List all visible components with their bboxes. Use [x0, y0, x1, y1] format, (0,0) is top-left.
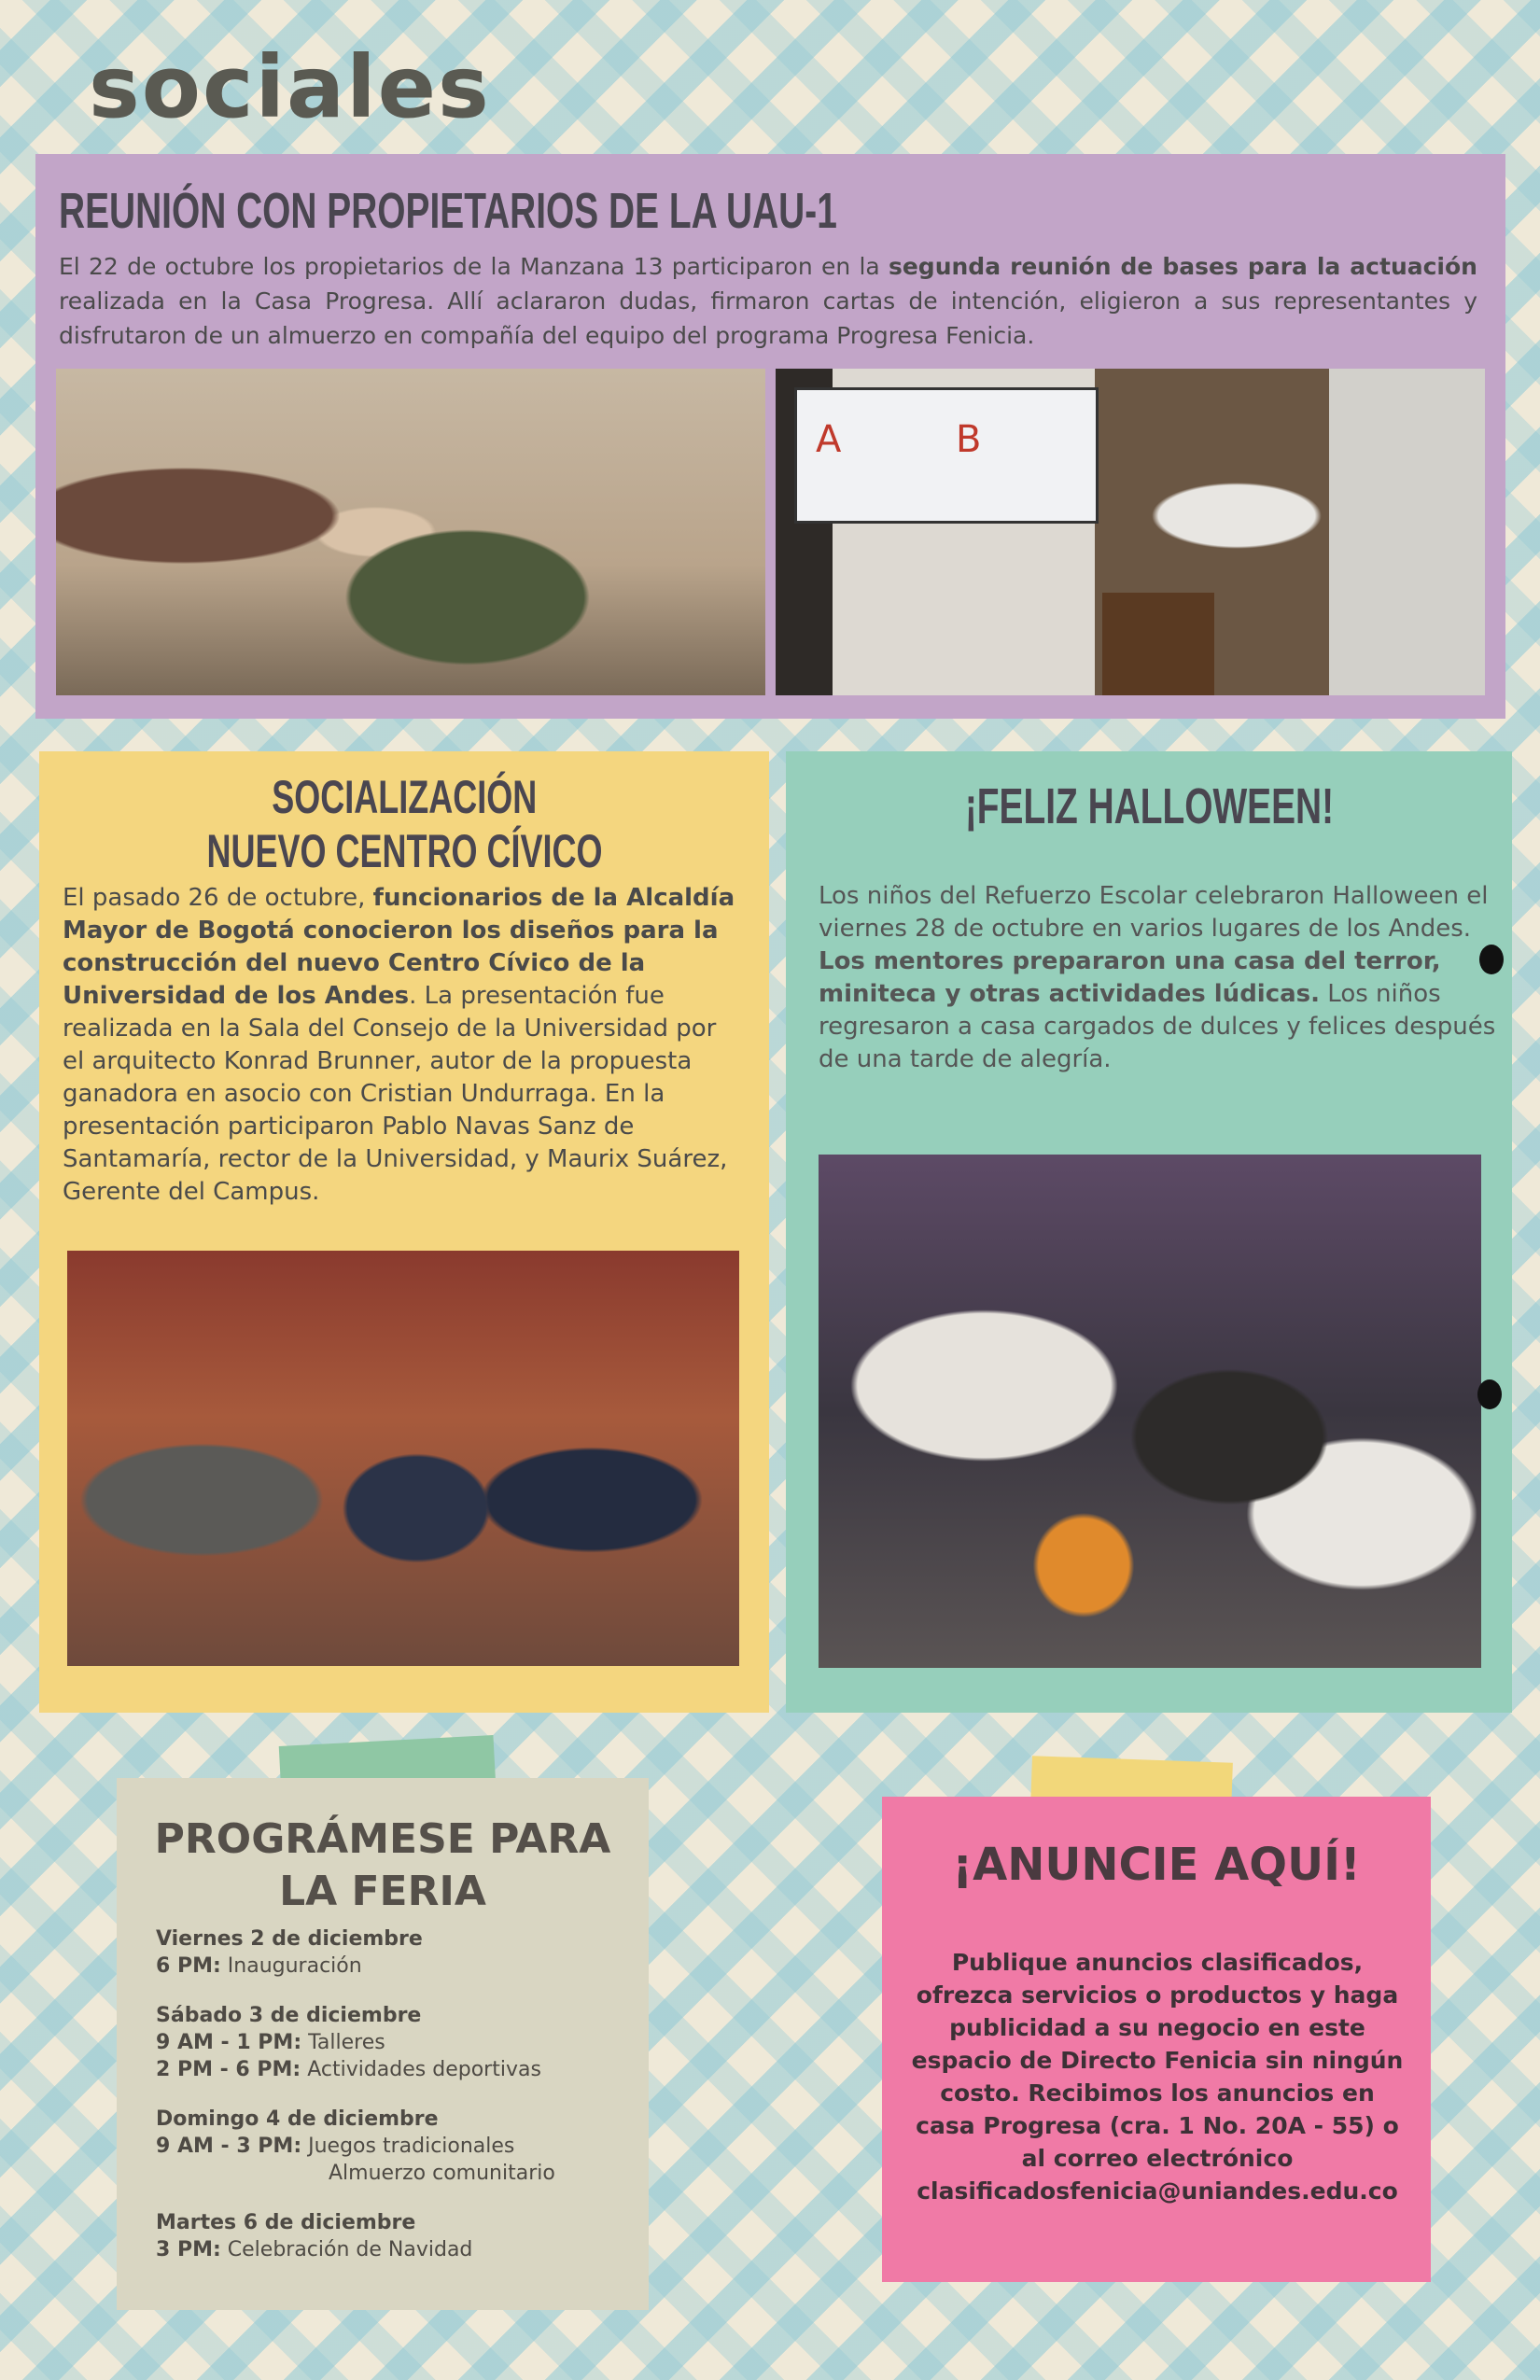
schedule-day-title: Viernes 2 de diciembre: [156, 1927, 423, 1951]
halloween-section: [786, 751, 1512, 1713]
socializacion-text-b: . La presentación fue realizada en la Sala del Consejo de la Universidad por el arquitecto Konrad Brunner, autor de la propuesta ganadora en asocio con Cristian Undurraga. En la presentación participaron Pablo Navas Sanz de Santamaría, rector de la Universidad, y Maurix Suárez, Gerente del Campus.: [63, 982, 728, 1206]
schedule-event: [156, 2029, 641, 2056]
schedule-day: [156, 2209, 641, 2263]
projection-screen: [794, 387, 1099, 524]
event-time: 6 PM:: [156, 1954, 221, 1978]
socializacion-section: [39, 751, 769, 1713]
socializacion-group-photo: [67, 1251, 739, 1666]
schedule-event: [156, 2236, 641, 2263]
screen-label-b: B: [956, 418, 982, 461]
event-time: 9 AM - 1 PM:: [156, 2031, 302, 2054]
screen-label-a: A: [816, 418, 842, 461]
socializacion-title-line2: NUEVO CENTRO CÍVICO: [205, 825, 603, 877]
event-time: 3 PM:: [156, 2238, 221, 2261]
schedule-day-title: Domingo 4 de diciembre: [156, 2107, 439, 2131]
schedule-event-extra: Almuerzo comunitario: [329, 2162, 555, 2185]
schedule-event: [156, 2056, 641, 2083]
socializacion-text-a: El pasado 26 de octubre,: [63, 884, 373, 912]
socializacion-text-bold: funcionarios de la Alcaldía Mayor de Bogotá conocieron los diseños para la construcción del nuevo Centro Cívico de la Universidad de los Andes: [63, 884, 735, 1010]
halloween-title: [786, 777, 1512, 835]
reunion-text: [59, 249, 1477, 353]
halloween-text-bold: Los mentores prepararon una casa del terror, miniteca y otras actividades lúdicas.: [819, 947, 1441, 1008]
page-title: sociales: [89, 37, 491, 137]
socializacion-title-line1: SOCIALIZACIÓN: [272, 771, 537, 823]
halloween-text-a: Los niños del Refuerzo Escolar celebraron Halloween el viernes 28 de octubre en varios lugares de los Andes.: [819, 882, 1489, 943]
anuncie-text: Publique anuncios clasificados, ofrezca servicios o productos y haga publicidad a su negocio en este espacio de Directo Fenicia sin ningún costo. Recibimos los anuncios en casa Progresa (cra. 1 No. 20A - 55) o al correo electrónico clasificadosfenicia@uniandes.edu.co: [911, 1949, 1404, 2205]
reunion-text-a: El 22 de octubre los propietarios de la Manzana 13 participaron en la: [59, 253, 889, 280]
feria-section: [117, 1778, 649, 2310]
schedule-day: [156, 2106, 641, 2187]
event-desc: Inauguración: [220, 1954, 362, 1978]
reunion-title: REUNIÓN CON PROPIETARIOS DE LA UAU-1: [59, 183, 837, 239]
schedule-day-title: Sábado 3 de diciembre: [156, 2004, 422, 2027]
schedule-day: [156, 1925, 641, 1980]
halloween-text-b: Los niños regresaron a casa cargados de dulces y felices después de una tarde de alegría.: [819, 980, 1496, 1073]
schedule-day-title: Martes 6 de diciembre: [156, 2211, 416, 2234]
event-time: 2 PM - 6 PM:: [156, 2058, 301, 2081]
schedule-day: [156, 2002, 641, 2083]
halloween-text: [819, 880, 1500, 1076]
anuncie-title: ¡ANUNCIE AQUÍ!: [952, 1839, 1361, 1891]
event-desc: Talleres: [301, 2031, 385, 2054]
schedule-event: [156, 2133, 641, 2160]
podium: [1102, 593, 1214, 695]
event-time: 9 AM - 3 PM:: [156, 2135, 302, 2158]
anuncie-section: [882, 1797, 1431, 2282]
socializacion-text: [63, 882, 744, 1209]
punch-hole: [1477, 1379, 1502, 1409]
reunion-meeting-photo: [56, 369, 765, 695]
feria-title-line2: LA FERIA: [279, 1868, 486, 1915]
socializacion-title: [39, 770, 769, 878]
reunion-text-b: realizada en la Casa Progresa. Allí aclararon dudas, firmaron cartas de intención, eligieron a sus representantes y disfrutaron de un almuerzo en compañía del equipo del programa Progresa Fenicia.: [59, 287, 1477, 349]
schedule-event: [156, 1953, 641, 1980]
reunion-section: [35, 154, 1505, 719]
reunion-text-bold: segunda reunión de bases para la actuación: [888, 253, 1477, 280]
event-desc: Actividades deportivas: [301, 2058, 541, 2081]
reunion-presenter-photo: [776, 369, 1485, 695]
punch-hole: [1479, 945, 1504, 974]
halloween-title-text: ¡FELIZ HALLOWEEN!: [964, 778, 1334, 834]
event-desc: Celebración de Navidad: [220, 2238, 473, 2261]
feria-schedule: [156, 1925, 641, 2286]
feria-title-line1: PROGRÁMESE PARA: [154, 1815, 611, 1863]
event-desc: Juegos tradicionales: [301, 2135, 515, 2158]
feria-title: [117, 1813, 649, 1918]
halloween-photo: [819, 1155, 1481, 1668]
